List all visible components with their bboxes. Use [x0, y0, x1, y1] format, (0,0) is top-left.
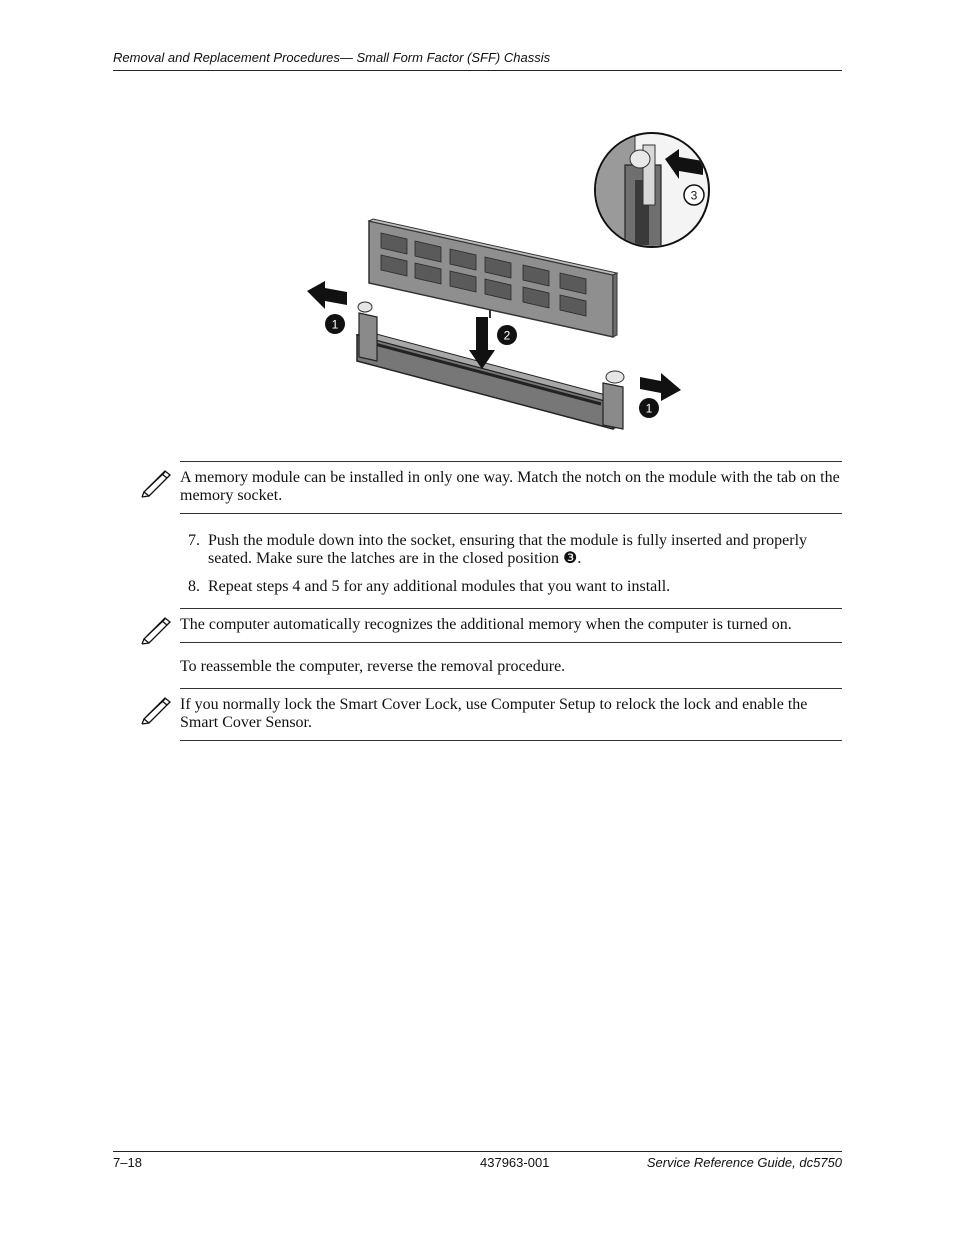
page-footer	[113, 1151, 842, 1170]
svg-text:2: 2	[503, 328, 511, 343]
note-text: The computer automatically recognizes the additional memory when the computer is turned on.	[180, 616, 792, 633]
step-item	[188, 532, 842, 568]
memory-install-drawing	[295, 125, 715, 445]
note-text: If you normally lock the Smart Cover Lock, use Computer Setup to relock the lock and enable the Smart Cover Sensor.	[180, 696, 808, 731]
guide-title: Service Reference Guide, dc5750	[646, 1155, 842, 1170]
page-number: 7–18	[113, 1155, 142, 1170]
reassemble-paragraph: To reassemble the computer, reverse the removal procedure.	[180, 658, 566, 675]
step-text: Repeat steps 4 and 5 for any additional modules that you want to install.	[208, 578, 671, 595]
callout-1-right	[639, 398, 659, 418]
callout-2	[497, 325, 517, 345]
running-header: Removal and Replacement Procedures— Small Form Factor (SFF) Chassis	[113, 50, 842, 71]
dimm-module	[369, 219, 617, 337]
part-number: 437963-001	[480, 1155, 550, 1170]
right-latch-arrow	[640, 373, 681, 401]
memory-module-illustration	[295, 125, 715, 445]
left-latch-arrow	[307, 281, 347, 309]
svg-text:3: 3	[690, 188, 698, 203]
step-text: Push the module down into the socket, ensuring that the module is fully inserted and properly seated. Make sure the latches are in the closed position ❸.	[208, 532, 808, 567]
pencil-note-icon	[140, 695, 174, 725]
note-smart-cover	[180, 688, 842, 741]
note-memory-orientation	[180, 461, 842, 514]
svg-text:1: 1	[331, 317, 339, 332]
procedure-steps	[188, 532, 842, 606]
step-number: 7.	[188, 532, 200, 549]
step-number: 8.	[188, 578, 200, 595]
note-text: A memory module can be installed in only one way. Match the notch on the module with the tab on the memory socket.	[180, 469, 840, 504]
latch-closeup-inset	[595, 133, 709, 250]
svg-text:1: 1	[645, 401, 653, 416]
step-item	[188, 578, 842, 596]
note-memory-recognition	[180, 608, 842, 643]
callout-1-left	[325, 314, 345, 334]
pencil-note-icon	[140, 468, 174, 498]
pencil-note-icon	[140, 615, 174, 645]
